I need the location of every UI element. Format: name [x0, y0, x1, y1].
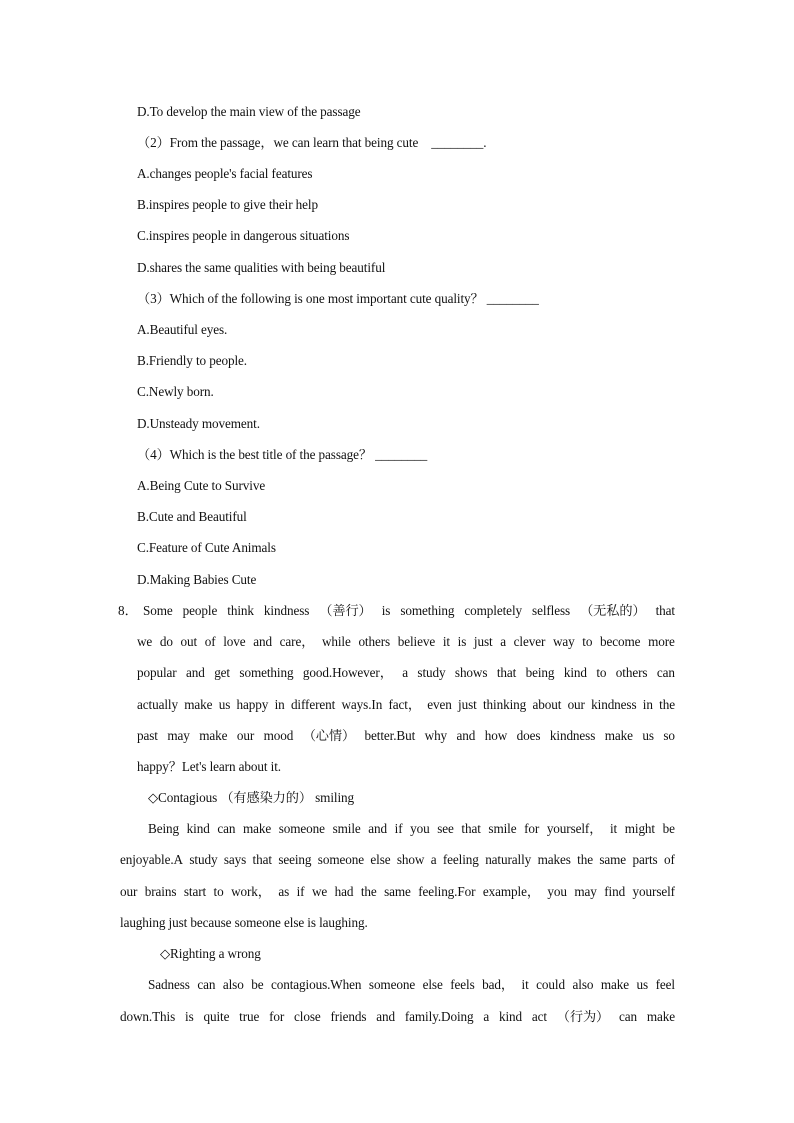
word: else	[422, 977, 443, 992]
q2-stem: （2）From the passage，we can learn that being cute ________.	[137, 135, 487, 150]
word: the	[360, 884, 377, 899]
word: could	[536, 977, 565, 992]
word: in	[642, 697, 653, 712]
word: better.But	[364, 728, 416, 743]
word: our	[120, 884, 138, 899]
word: kindness	[549, 728, 596, 743]
q8-intro-line	[137, 664, 675, 682]
word: that	[496, 665, 517, 680]
word: become	[600, 634, 641, 649]
word: someone	[278, 821, 325, 836]
word: smile	[332, 821, 361, 836]
section-heading-righting: ◇Righting a wrong	[160, 946, 261, 961]
word: fact，	[388, 697, 421, 712]
word: see	[437, 821, 454, 836]
word: can	[197, 977, 216, 992]
word: actually	[137, 697, 178, 712]
q8-intro-line	[143, 602, 675, 620]
word: feel	[655, 977, 675, 992]
word: show	[396, 852, 425, 867]
word: people	[182, 603, 218, 618]
word: （无私的）	[580, 603, 646, 618]
word: start	[183, 884, 207, 899]
word: find	[604, 884, 626, 899]
word: good.However，	[302, 665, 393, 680]
word: kindness	[263, 603, 310, 618]
word: close	[294, 1009, 321, 1024]
word: bad，	[482, 977, 514, 992]
question-number: 8．	[118, 603, 138, 618]
word: and	[368, 821, 388, 836]
word: Some	[143, 603, 173, 618]
word: while	[321, 634, 351, 649]
word: example，	[482, 884, 540, 899]
word: make	[646, 1009, 675, 1024]
q2-option-c: C.inspires people in dangerous situations	[137, 228, 350, 243]
word: down.This	[120, 1009, 176, 1024]
word: family.Doing	[404, 1009, 474, 1024]
paragraph-line	[120, 1008, 675, 1026]
word: someone	[368, 977, 416, 992]
word: the	[659, 697, 675, 712]
q3-option-d: D.Unsteady movement.	[137, 416, 260, 431]
word: we	[137, 634, 153, 649]
word: and	[376, 1009, 396, 1024]
word: Sadness	[148, 977, 190, 992]
paragraph-line	[120, 851, 675, 869]
word: something	[239, 665, 294, 680]
word: ways.In	[341, 697, 383, 712]
word: different	[290, 697, 336, 712]
q2-option-b: B.inspires people to give their help	[137, 197, 318, 212]
word: also	[222, 977, 244, 992]
word: just	[473, 634, 493, 649]
word: if	[296, 884, 305, 899]
word: can	[217, 821, 236, 836]
word: mood	[263, 728, 294, 743]
q4-option-c: C.Feature of Cute Animals	[137, 540, 276, 555]
q8-intro-line	[137, 633, 675, 651]
word: in	[274, 697, 285, 712]
word: enjoyable.A	[120, 852, 183, 867]
word: of	[663, 852, 675, 867]
word: about	[532, 697, 562, 712]
word: parts	[632, 852, 658, 867]
word: yourself	[632, 884, 675, 899]
word: contagious.When	[270, 977, 362, 992]
word: says	[223, 852, 247, 867]
word: way	[552, 634, 575, 649]
q1-option-d: D.To develop the main view of the passage	[137, 104, 361, 119]
word: why	[424, 728, 448, 743]
word: smile	[488, 821, 517, 836]
word: is	[381, 603, 391, 618]
q3-stem: （3）Which of the following is one most important cute quality？ ________	[137, 291, 539, 306]
q4-stem: （4）Which is the best title of the passage？ ________	[137, 447, 428, 462]
word: study	[417, 665, 446, 680]
word: naturally	[485, 852, 532, 867]
word: more	[648, 634, 675, 649]
word: makes	[537, 852, 571, 867]
word: a	[402, 665, 408, 680]
word: had	[334, 884, 354, 899]
word: love	[223, 634, 246, 649]
word: might	[624, 821, 655, 836]
word: that	[252, 852, 272, 867]
word: think	[227, 603, 254, 618]
word: if	[394, 821, 403, 836]
word: a	[500, 634, 506, 649]
word: our	[236, 728, 255, 743]
word: friends	[330, 1009, 367, 1024]
word: happy	[236, 697, 269, 712]
word: does	[516, 728, 541, 743]
word: us	[636, 977, 649, 992]
word: kindness	[591, 697, 637, 712]
word: you	[410, 821, 430, 836]
word: shows	[454, 665, 488, 680]
word: same	[384, 884, 411, 899]
word: to	[213, 884, 224, 899]
word: yourself，	[546, 821, 603, 836]
word: it	[609, 821, 618, 836]
word: do	[159, 634, 173, 649]
word: may	[574, 884, 597, 899]
q3-option-b: B.Friendly to people.	[137, 353, 247, 368]
word: is	[185, 1009, 194, 1024]
word: our	[567, 697, 585, 712]
word: same	[599, 852, 627, 867]
word: of	[204, 634, 216, 649]
word: to	[596, 665, 607, 680]
q8-intro-line	[137, 758, 281, 776]
word: Being	[148, 821, 180, 836]
q2-option-a: A.changes people's facial features	[137, 166, 313, 181]
word: something	[400, 603, 455, 618]
word: how	[484, 728, 508, 743]
word: selfless	[532, 603, 571, 618]
word: just	[458, 697, 477, 712]
word: past	[137, 728, 158, 743]
word: care，	[279, 634, 315, 649]
word: quite	[203, 1009, 230, 1024]
paragraph-line	[148, 820, 675, 838]
word: feeling	[442, 852, 479, 867]
word: make	[604, 728, 633, 743]
q4-option-d: D.Making Babies Cute	[137, 572, 257, 587]
q3-option-a: A.Beautiful eyes.	[137, 322, 228, 337]
word: make	[600, 977, 630, 992]
word: also	[572, 977, 594, 992]
word: so	[663, 728, 675, 743]
word: us	[218, 697, 231, 712]
word: kind	[186, 821, 210, 836]
word: even	[427, 697, 452, 712]
word: be	[251, 977, 264, 992]
word: kind	[498, 1009, 522, 1024]
word: feeling.For	[418, 884, 476, 899]
q8-intro-line	[137, 727, 675, 745]
word: laughing just because someone else is laughing.	[120, 915, 368, 930]
q8-intro-line	[137, 696, 675, 714]
word: as	[278, 884, 290, 899]
word: it	[521, 977, 529, 992]
word: the	[577, 852, 593, 867]
word: clever	[513, 634, 546, 649]
word: true	[239, 1009, 260, 1024]
word: others	[358, 634, 391, 649]
word: study	[189, 852, 218, 867]
paragraph-line	[148, 976, 675, 994]
paragraph-line	[120, 914, 368, 932]
q4-option-a: A.Being Cute to Survive	[137, 478, 266, 493]
word: can	[618, 1009, 637, 1024]
word: work，	[231, 884, 271, 899]
word: a	[483, 1009, 490, 1024]
word: for	[524, 821, 540, 836]
word: out	[180, 634, 198, 649]
word: may	[167, 728, 190, 743]
word: and	[456, 728, 476, 743]
word: to	[582, 634, 593, 649]
word: someone	[317, 852, 364, 867]
word: and	[253, 634, 272, 649]
word: make	[199, 728, 228, 743]
word: happy？Let's learn about it.	[137, 759, 281, 774]
q3-option-c: C.Newly born.	[137, 384, 214, 399]
word: （善行）	[319, 603, 372, 618]
word: make	[242, 821, 272, 836]
word: seeing	[278, 852, 312, 867]
word: is	[457, 634, 467, 649]
word: act	[531, 1009, 547, 1024]
section-heading-contagious: ◇Contagious （有感染力的） smiling	[148, 790, 354, 805]
word: completely	[464, 603, 522, 618]
word: feels	[450, 977, 475, 992]
word: us	[642, 728, 654, 743]
word: for	[269, 1009, 285, 1024]
word: else	[370, 852, 391, 867]
paragraph-line	[120, 883, 675, 901]
word: we	[311, 884, 328, 899]
word: thinking	[482, 697, 527, 712]
word: that	[655, 603, 675, 618]
word: and	[186, 665, 205, 680]
word: get	[214, 665, 230, 680]
word: it	[442, 634, 450, 649]
word: that	[461, 821, 481, 836]
word: can	[656, 665, 675, 680]
word: being	[525, 665, 555, 680]
word: you	[547, 884, 567, 899]
word: kind	[563, 665, 587, 680]
word: others	[615, 665, 648, 680]
word: make	[184, 697, 213, 712]
word: （行为）	[556, 1009, 610, 1024]
word: （心情）	[302, 728, 356, 743]
word: believe	[397, 634, 436, 649]
word: a	[430, 852, 437, 867]
word: popular	[137, 665, 177, 680]
word: brains	[144, 884, 177, 899]
word: be	[662, 821, 675, 836]
q2-option-d: D.shares the same qualities with being beautiful	[137, 260, 386, 275]
q4-option-b: B.Cute and Beautiful	[137, 509, 247, 524]
